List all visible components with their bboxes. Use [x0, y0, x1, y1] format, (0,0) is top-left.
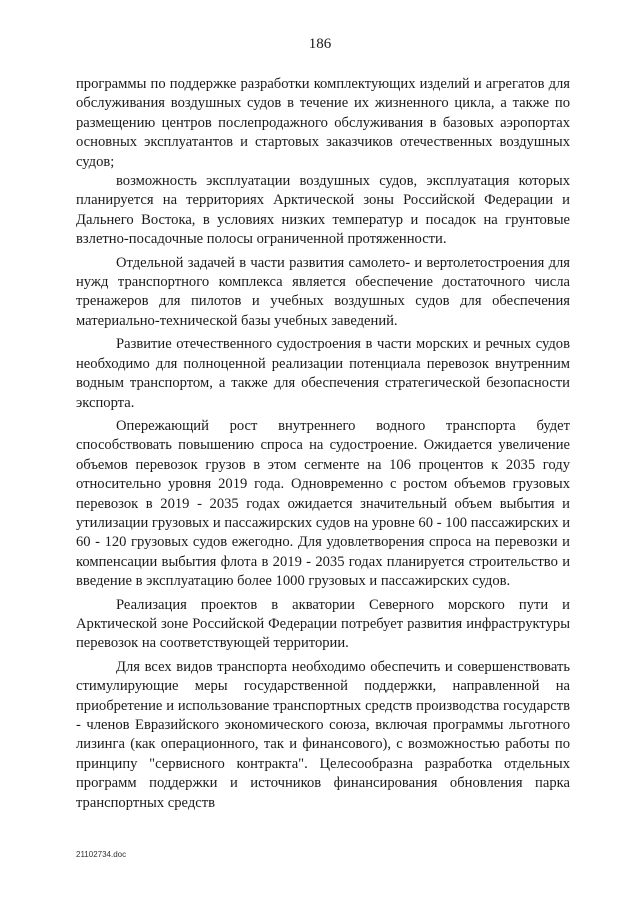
paragraph-state-support: Для всех видов транспорта необходимо обеспечить и совершенствовать стимулирующие меры государственной поддержки, направленной на приобретение и использование транспортных средств производства государств - членов Евразийского экономического союза, включая программы льготного лизинга (как операционного, так и финансового), с возможностью работы по принципу "сервисного контракта". Целесообразна разработка отдельных программ поддержки и источников финансирования обновления парка транспортных средств [76, 658, 570, 811]
paragraph-continuation: программы по поддержке разработки комплектующих изделий и агрегатов для обслуживания воздушных судов в течение их жизненного цикла, а также по размещению центров послепродажного обслуживания в базовых аэропортах основных эксплуатантов и стартовых заказчиков отечественных воздушных судов; [76, 76, 570, 170]
paragraph-inland-water-transport: Опережающий рост внутреннего водного транспорта будет способствовать повышению спроса на судостроение. Ожидается увеличение объемов перевозок грузов в этом сегменте на 106 процентов к 2035 году относительно уровня 2019 года. Одновременно с ростом объемов грузовых перевозок в 2019 - 2035 годах ожидается значительный объем выбытия и утилизации грузовых и пассажирских судов на уровне 60 - 100 пассажирских и 60 - 120 грузовых судов ежегодно. Для удовлетворения спроса на перевозки и компенсации выбытия флота в 2019 - 2035 годах планируется строительство и введение в эксплуатацию более 1000 грузовых и пассажирских судов. [76, 417, 570, 590]
paragraph-aircraft-operation: возможность эксплуатации воздушных судов, эксплуатация которых планируется на территориях Арктической зоны Российской Федерации и Дальнего Востока, в условиях низких температур и посадок на грунтовые взлетно-посадочные полосы ограниченной протяженности. [76, 173, 570, 248]
footer-file-name: 21102734.doc [76, 850, 127, 859]
page-number: 186 [308, 36, 332, 52]
paragraph-simulators: Отдельной задачей в части развития самолето- и вертолетостроения для нужд транспортного комплекса является обеспечение достаточного числа тренажеров для пилотов и учебных воздушных судов для обеспечения материально-технической базы учебных заведений. [76, 254, 570, 329]
paragraph-shipbuilding: Развитие отечественного судостроения в части морских и речных судов необходимо для полноценной реализации потенциала перевозок внутренним водным транспортом, а также для обеспечения стратегической безопасности экспорта. [76, 336, 570, 411]
document-body [76, 75, 570, 813]
paragraph-northern-sea-route: Реализация проектов в акватории Северного морского пути и Арктической зоне Российской Федерации потребует развития инфраструктуры перевозок на соответствующей территории. [76, 596, 570, 652]
